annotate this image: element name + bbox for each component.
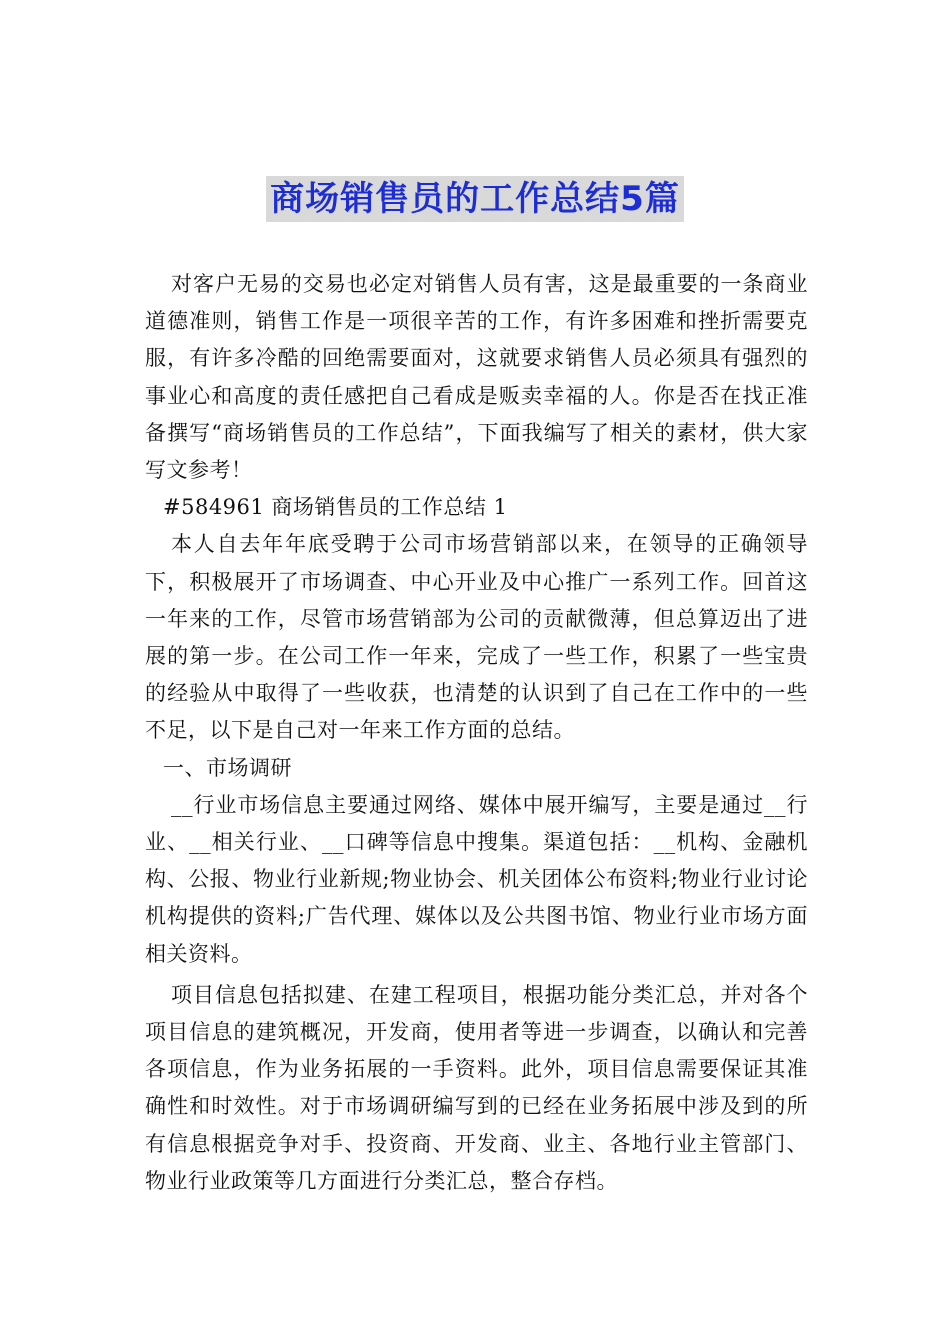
- section-heading-summary-1: #584961 商场销售员的工作总结 1: [163, 495, 508, 520]
- document-title: 商场销售员的工作总结5篇: [266, 176, 684, 222]
- section-heading-market-research: 一、市场调研: [163, 755, 292, 780]
- project-info-paragraph: 项目信息包括拟建、在建工程项目，根据功能分类汇总，并对各个项目信息的建筑概况，开发商，使用者等进一步调查，以确认和完善各项信息，作为业务拓展的一手资料。此外，项目信息需要保证其准确性和时效性。对于市场调研编写到的已经在业务拓展中涉及到的所有信息根据竞争对手、投资商、开发商、业主、各地行业主管部门、物业行业政策等几方面进行分类汇总，整合存档。: [145, 982, 808, 1193]
- title-wrapper: [0, 176, 950, 222]
- document-body: [145, 266, 808, 1200]
- summary-1-paragraph: 本人自去年年底受聘于公司市场营销部以来，在领导的正确领导下，积极展开了市场调查、中心开业及中心推广一系列工作。回首这一年来的工作，尽管市场营销部为公司的贡献微薄，但总算迈出了进展的第一步。在公司工作一年来，完成了一些工作，积累了一些宝贵的经验从中取得了一些收获，也清楚的认识到了自己在工作中的一些不足，以下是自己对一年来工作方面的总结。: [145, 532, 808, 743]
- market-info-paragraph: __行业市场信息主要通过网络、媒体中展开编写，主要是通过__行业、__相关行业、__口碑等信息中搜集。渠道包括：__机构、金融机构、公报、物业行业新规;物业协会、机关团体公布资料;物业行业讨论机构提供的资料;广告代理、媒体以及公共图书馆、物业行业市场方面相关资料。: [145, 792, 808, 966]
- intro-paragraph: 对客户无易的交易也必定对销售人员有害，这是最重要的一条商业道德准则，销售工作是一项很辛苦的工作，有许多困难和挫折需要克服，有许多冷酷的回绝需要面对，这就要求销售人员必须具有强烈的事业心和高度的责任感把自己看成是贩卖幸福的人。你是否在找正准备撰写“商场销售员的工作总结”，下面我编写了相关的素材，供大家写文参考！: [145, 272, 808, 483]
